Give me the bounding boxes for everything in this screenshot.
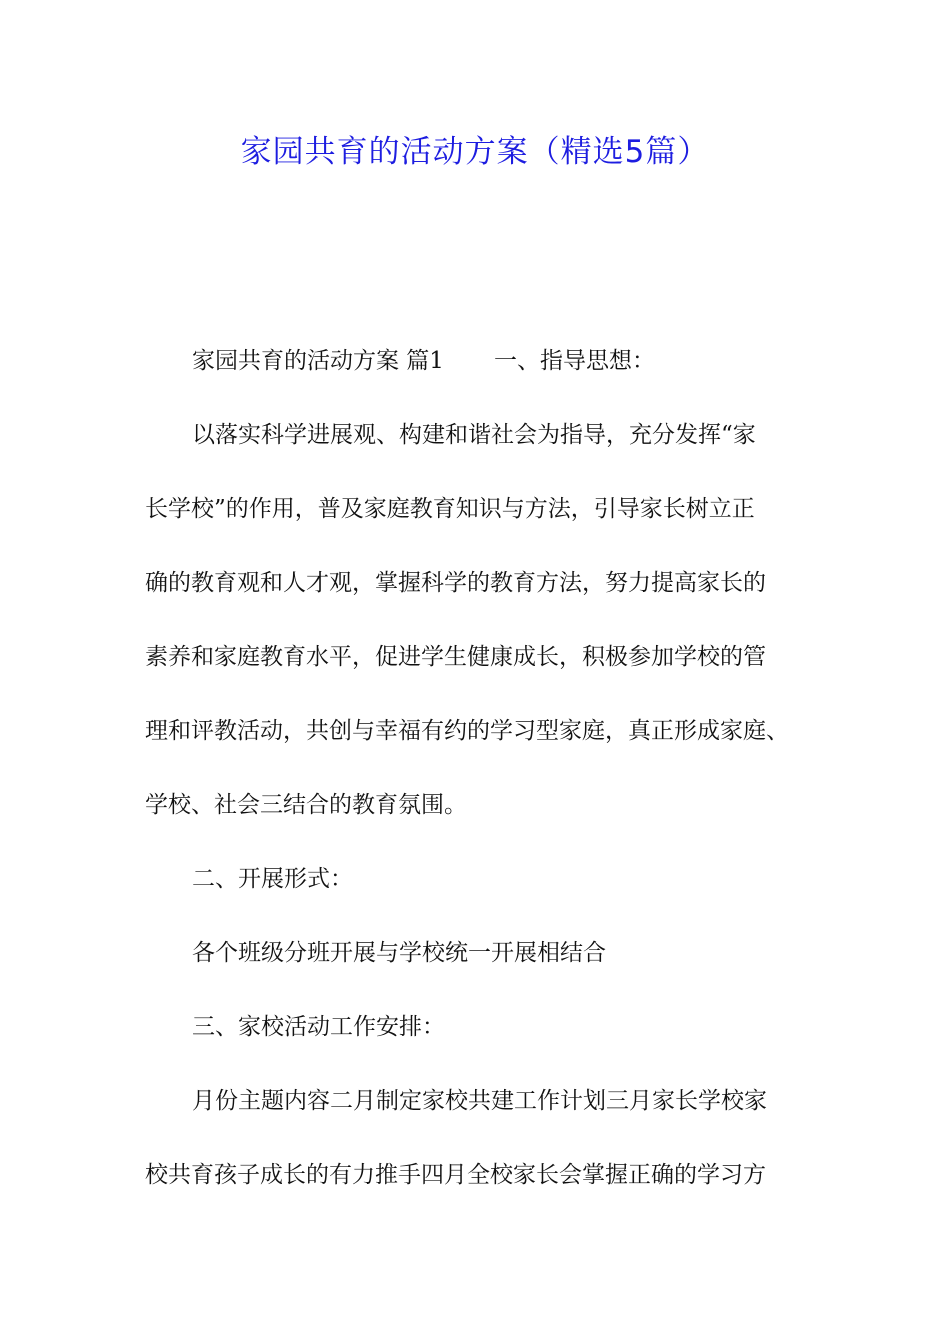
section2-text: 各个班级分班开展与学校统一开展相结合 bbox=[192, 940, 606, 966]
heading-line bbox=[145, 335, 835, 409]
paragraph1-line: 理和评教活动，共创与幸福有约的学习型家庭，真正形成家庭、 bbox=[145, 718, 789, 744]
section1-heading: 一、指导思想： bbox=[493, 348, 655, 374]
document-title: 家园共育的活动方案（精选5篇） bbox=[240, 134, 710, 170]
section3-heading: 三、家校活动工作安排： bbox=[192, 1014, 445, 1040]
document-body bbox=[145, 335, 835, 1223]
paragraph2-line: 校共育孩子成长的有力推手四月全校家长会掌握正确的学习方 bbox=[145, 1162, 766, 1188]
paragraph1-line: 长学校”的作用，普及家庭教育知识与方法，引导家长树立正 bbox=[145, 496, 755, 522]
paragraph1-line: 学校、社会三结合的教育氛围。 bbox=[145, 792, 467, 818]
paragraph1-line: 素养和家庭教育水平，促进学生健康成长，积极参加学校的管 bbox=[145, 644, 766, 670]
paragraph1-line: 确的教育观和人才观，掌握科学的教育方法，努力提高家长的 bbox=[145, 570, 766, 596]
paragraph1-line: 以落实科学进展观、构建和谐社会为指导，充分发挥“家 bbox=[192, 422, 756, 448]
heading-label: 家园共育的活动方案 篇1 bbox=[192, 348, 444, 374]
paragraph2-line: 月份主题内容二月制定家校共建工作计划三月家长学校家 bbox=[192, 1088, 767, 1114]
section2-heading: 二、开展形式： bbox=[192, 866, 353, 892]
